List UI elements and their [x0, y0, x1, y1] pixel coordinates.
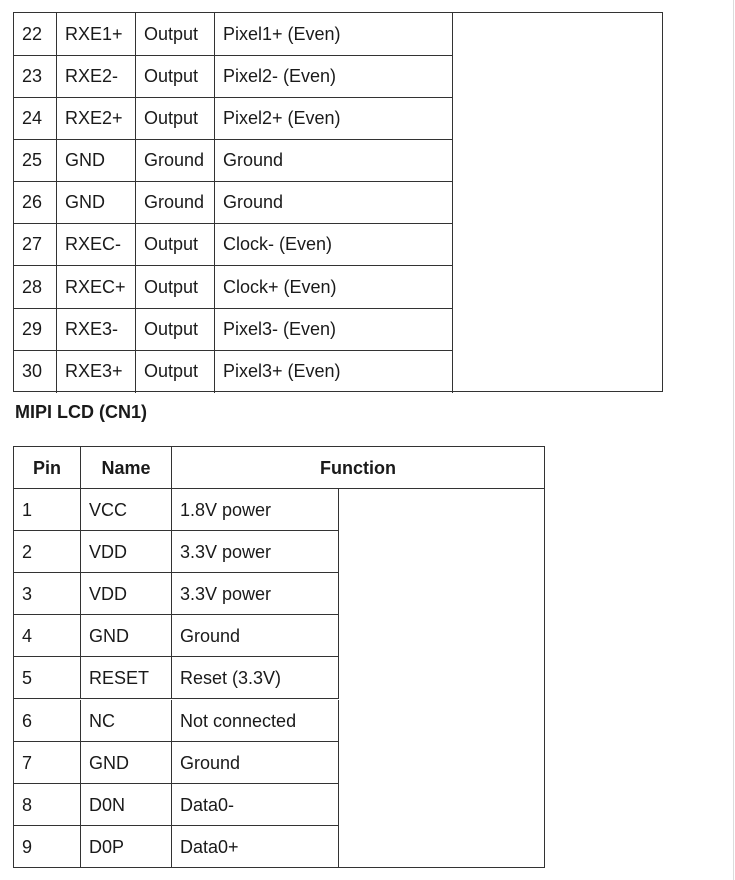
pin-cell: 25 [14, 139, 57, 181]
function-cell: Ground [215, 139, 453, 181]
signal-name-cell: D0N [81, 784, 172, 825]
table-row [14, 308, 453, 351]
table-row [14, 531, 339, 573]
table-row [14, 55, 453, 98]
signal-name-cell: GND [81, 742, 172, 783]
function-cell: Clock+ (Even) [215, 266, 453, 308]
table-row [14, 657, 339, 699]
signal-name-cell: D0P [81, 826, 172, 868]
type-cell: Ground [136, 181, 215, 223]
function-cell: Data0+ [172, 826, 339, 868]
signal-name-cell: RXEC+ [57, 266, 136, 308]
function-cell: 3.3V power [172, 573, 339, 614]
type-cell: Output [136, 13, 215, 55]
function-cell: Clock- (Even) [215, 223, 453, 265]
column-header-pin: Pin [14, 447, 81, 489]
type-cell: Output [136, 350, 215, 393]
signal-name-cell: VDD [81, 531, 172, 572]
function-cell: Ground [215, 181, 453, 223]
table-row [14, 266, 453, 309]
table-row [14, 826, 339, 868]
function-cell: Not connected [172, 700, 339, 741]
section-heading: MIPI LCD (CN1) [15, 402, 147, 422]
table-row [14, 700, 339, 742]
pin-cell: 30 [14, 350, 57, 393]
pin-cell: 9 [14, 826, 81, 868]
type-cell: Output [136, 55, 215, 97]
table-row [14, 573, 339, 615]
type-cell: Output [136, 266, 215, 308]
table-row [14, 350, 453, 393]
pin-cell: 27 [14, 223, 57, 265]
table-row [14, 97, 453, 140]
type-cell: Output [136, 223, 215, 265]
signal-name-cell: RXEC- [57, 223, 136, 265]
function-cell: Data0- [172, 784, 339, 825]
table-row [14, 181, 453, 224]
column-header-name: Name [81, 447, 172, 489]
signal-name-cell: GND [81, 615, 172, 656]
table-row [14, 742, 339, 784]
signal-name-cell: VCC [81, 489, 172, 530]
function-cell: Pixel3+ (Even) [215, 350, 453, 393]
signal-name-cell: RXE3- [57, 308, 136, 350]
signal-name-cell: GND [57, 139, 136, 181]
table-row [14, 784, 339, 826]
pin-cell: 24 [14, 97, 57, 139]
table-row [14, 223, 453, 266]
pin-cell: 5 [14, 657, 81, 698]
pin-cell: 29 [14, 308, 57, 350]
signal-name-cell: RXE3+ [57, 350, 136, 393]
function-cell: Reset (3.3V) [172, 657, 339, 698]
table-row [14, 139, 453, 182]
column-header-function: Function [172, 447, 544, 489]
function-cell: 1.8V power [172, 489, 339, 530]
pin-cell: 23 [14, 55, 57, 97]
function-cell: Pixel2- (Even) [215, 55, 453, 97]
signal-name-cell: RXE1+ [57, 13, 136, 55]
function-cell: Ground [172, 742, 339, 783]
type-cell: Output [136, 308, 215, 350]
signal-name-cell: NC [81, 700, 172, 741]
type-cell: Ground [136, 139, 215, 181]
pin-cell: 6 [14, 700, 81, 741]
signal-name-cell: RESET [81, 657, 172, 698]
signal-name-cell: GND [57, 181, 136, 223]
function-cell: Pixel1+ (Even) [215, 13, 453, 55]
function-cell: 3.3V power [172, 531, 339, 572]
function-cell: Pixel2+ (Even) [215, 97, 453, 139]
table-row [14, 13, 453, 56]
type-cell: Output [136, 97, 215, 139]
pin-cell: 8 [14, 784, 81, 825]
pin-cell: 3 [14, 573, 81, 614]
pin-cell: 26 [14, 181, 57, 223]
table-row [14, 489, 339, 531]
signal-name-cell: VDD [81, 573, 172, 614]
function-cell: Pixel3- (Even) [215, 308, 453, 350]
function-cell: Ground [172, 615, 339, 656]
signal-name-cell: RXE2+ [57, 97, 136, 139]
pin-cell: 1 [14, 489, 81, 530]
pin-cell: 28 [14, 266, 57, 308]
table-row [14, 615, 339, 657]
pin-cell: 22 [14, 13, 57, 55]
page-edge-divider [733, 0, 734, 880]
pinout-table-lvds [13, 12, 663, 392]
pin-cell: 4 [14, 615, 81, 656]
pinout-table-mipi-lcd [13, 446, 545, 868]
pin-cell: 7 [14, 742, 81, 783]
signal-name-cell: RXE2- [57, 55, 136, 97]
pin-cell: 2 [14, 531, 81, 572]
